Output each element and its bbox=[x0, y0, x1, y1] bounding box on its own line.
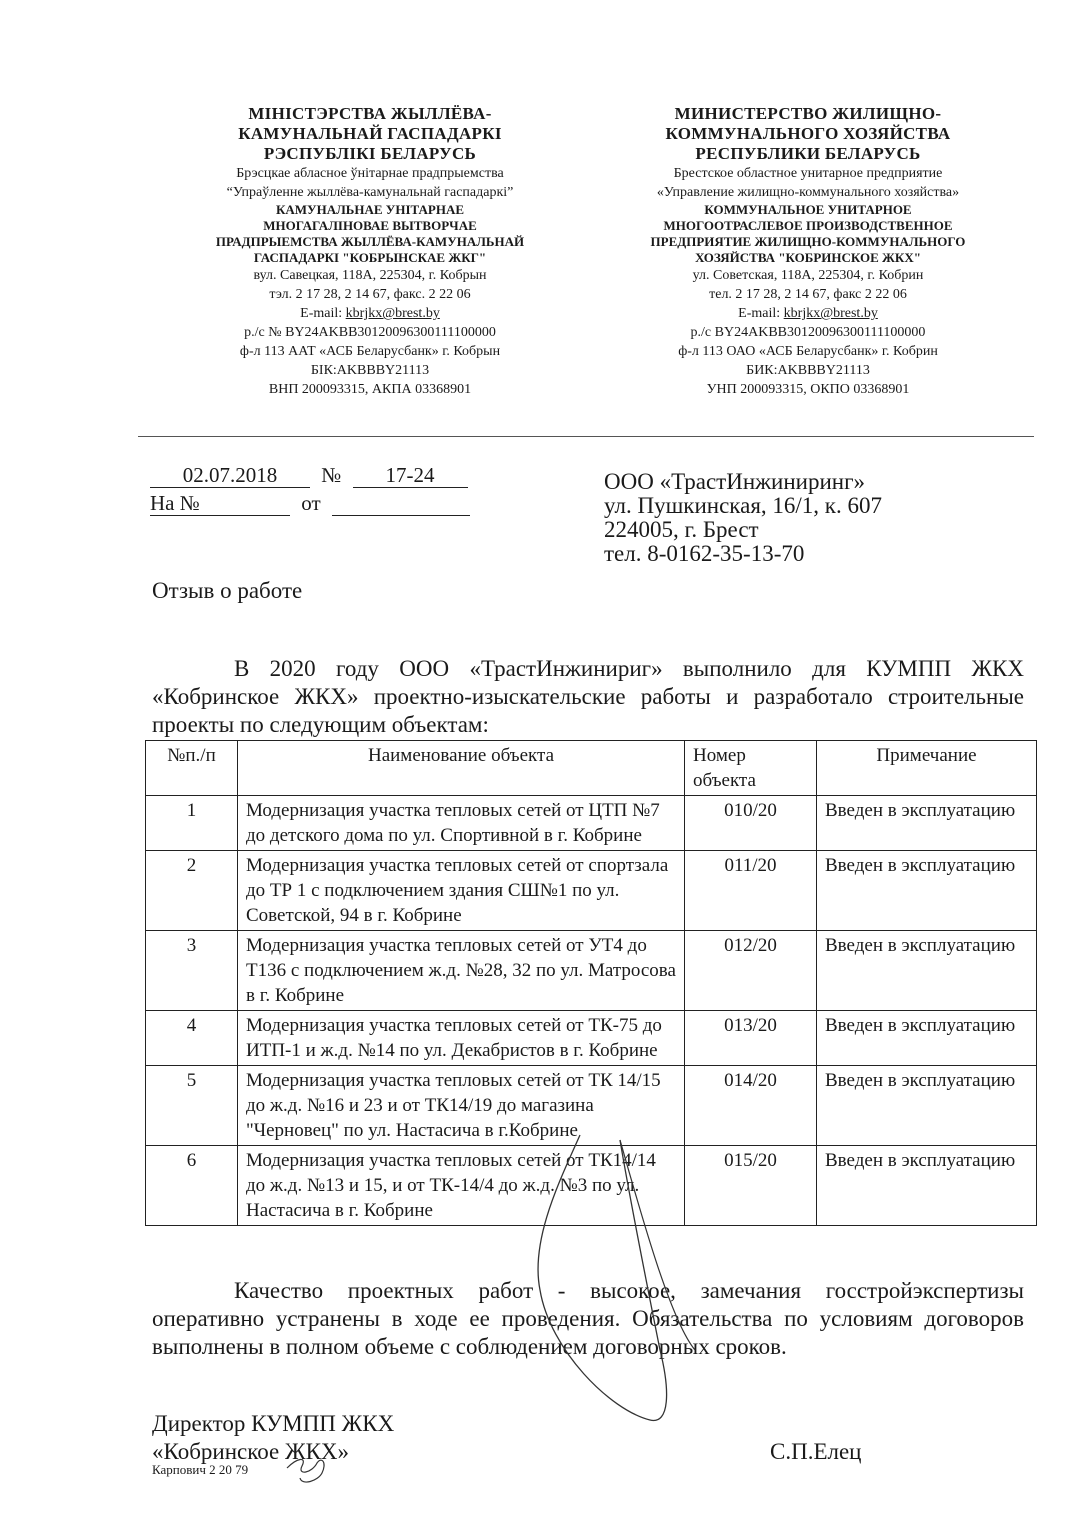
left-ministry-line: РЭСПУБЛІКІ БЕЛАРУСЬ bbox=[263, 144, 477, 163]
row-code: 010/20 bbox=[685, 796, 817, 851]
right-ministry-line: КОММУНАЛЬНОГО ХОЗЯЙСТВА bbox=[665, 124, 951, 143]
row-name: Модернизация участка тепловых сетей от ТК 14/15 до ж.д. №16 и 23 и от ТК14/19 до магазина "Черновец" по ул. Настасича в г.Кобрине bbox=[238, 1066, 685, 1146]
left-email-line bbox=[170, 304, 570, 323]
letter-date: 02.07.2018 bbox=[150, 463, 310, 488]
row-name: Модернизация участка тепловых сетей от ТК14/14 до ж.д. №13 и 15, и от ТК-14/4 до ж.д. №3 по ул. Настасича в г. Кобрине bbox=[238, 1146, 685, 1226]
left-phones: тэл. 2 17 28, 2 14 67, факс. 2 22 06 bbox=[269, 287, 471, 302]
right-account: р./с BY24AKBB30120096300111100000 bbox=[690, 325, 926, 340]
left-ids: ВНП 200093315, АКПА 03368901 bbox=[268, 382, 472, 397]
right-email-label: E-mail: bbox=[738, 306, 784, 321]
left-ministry-line: МІНІСТЭРСТВА ЖЫЛЛЁВА- bbox=[248, 104, 492, 123]
right-phones: тел. 2 17 28, 2 14 67, факс 2 22 06 bbox=[709, 287, 907, 302]
signatory-title-line: Директор КУМПП ЖКХ bbox=[152, 1411, 395, 1436]
left-letterhead bbox=[170, 104, 570, 399]
recipient-line: тел. 8-0162-35-13-70 bbox=[604, 541, 805, 566]
right-enterprise-line: ХОЗЯЙСТВА "КОБРИНСКОЕ ЖКХ" bbox=[695, 250, 921, 265]
table-row bbox=[146, 796, 1037, 851]
row-code: 013/20 bbox=[685, 1011, 817, 1066]
signatory-title bbox=[152, 1410, 394, 1466]
row-name: Модернизация участка тепловых сетей от ЦТП №7 до детского дома по ул. Спортивной в г. Кобрине bbox=[238, 796, 685, 851]
right-bik: БИК:AKBBBY21113 bbox=[746, 363, 870, 378]
right-ministry-line: РЕСПУБЛИКИ БЕЛАРУСЬ bbox=[695, 144, 921, 163]
row-note: Введен в эксплуатацию bbox=[817, 851, 1037, 931]
initials-scribble bbox=[282, 1448, 342, 1488]
row-note: Введен в эксплуатацию bbox=[817, 1011, 1037, 1066]
letter-number: 17-24 bbox=[353, 463, 468, 488]
row-num: 3 bbox=[146, 931, 238, 1011]
left-ministry-line: КАМУНАЛЬНАЙ ГАСПАДАРКІ bbox=[238, 124, 502, 143]
left-address: вул. Савецкая, 118А, 225304, г. Кобрын bbox=[253, 268, 487, 283]
row-code: 011/20 bbox=[685, 851, 817, 931]
left-enterprise-line: МНОГАГАЛІНОВАЕ ВЫТВОРЧАЕ bbox=[263, 218, 477, 233]
row-num: 5 bbox=[146, 1066, 238, 1146]
row-num: 6 bbox=[146, 1146, 238, 1226]
row-note: Введен в эксплуатацию bbox=[817, 1066, 1037, 1146]
intro-paragraph: В 2020 году ООО «ТрастИнжинириг» выполнило для КУМПП ЖКХ «Кобринское ЖКХ» проектно-изыскательские работы и разработало строительные проекты по следующим объектам: bbox=[152, 656, 1024, 737]
row-code: 015/20 bbox=[685, 1146, 817, 1226]
recipient-line: 224005, г. Брест bbox=[604, 517, 759, 542]
from-label: от bbox=[301, 491, 321, 515]
table-row bbox=[146, 851, 1037, 931]
table-header-row bbox=[146, 741, 1037, 796]
left-bik: БІК:AKBBBY21113 bbox=[310, 363, 430, 378]
header-num: №п./п bbox=[146, 741, 238, 796]
table-row bbox=[146, 931, 1037, 1011]
reference-date bbox=[332, 491, 470, 516]
row-num: 2 bbox=[146, 851, 238, 931]
row-name: Модернизация участка тепловых сетей от ТК-75 до ИТП-1 и ж.д. №14 по ул. Декабристов в г. Кобрине bbox=[238, 1011, 685, 1066]
reference-label: На № bbox=[150, 491, 290, 516]
row-num: 4 bbox=[146, 1011, 238, 1066]
row-code: 014/20 bbox=[685, 1066, 817, 1146]
header-name: Наименование объекта bbox=[238, 741, 685, 796]
row-note: Введен в эксплуатацию bbox=[817, 1146, 1037, 1226]
right-ministry-line: МИНИСТЕРСТВО ЖИЛИЩНО- bbox=[674, 104, 942, 123]
executor-note bbox=[152, 1462, 248, 1478]
left-enterprise-line: КАМУНАЛЬНАЕ УНІТАРНАЕ bbox=[275, 202, 465, 217]
table-row bbox=[146, 1011, 1037, 1066]
recipient-line: ул. Пушкинская, 16/1, к. 607 bbox=[604, 493, 882, 518]
left-bank: ф-л 113 ААТ «АСБ Беларусбанк» г. Кобрын bbox=[239, 344, 501, 359]
header-code: Номер объекта bbox=[685, 741, 817, 796]
conclusion-paragraph: Качество проектных работ - высокое, замечания госстройэкспертизы оперативно устранены в ходе ее проведения. Обязательства по условиям договоров выполнены в полном объеме с соблюдением договорных сроков. bbox=[152, 1278, 1024, 1359]
signatory-name: С.П.Елец bbox=[770, 1439, 862, 1464]
right-enterprise-line: ПРЕДПРИЯТИЕ ЖИЛИЩНО-КОММУНАЛЬНОГО bbox=[650, 234, 966, 249]
row-code: 012/20 bbox=[685, 931, 817, 1011]
right-bank: ф-л 113 ОАО «АСБ Беларусбанк» г. Кобрин bbox=[678, 344, 938, 359]
registration-line bbox=[150, 462, 480, 488]
left-email-label: E-mail: bbox=[300, 306, 346, 321]
signatory-title-line: «Кобринское ЖКХ» bbox=[152, 1439, 350, 1464]
signature-scribble bbox=[520, 1120, 720, 1450]
left-account: р./с № BY24AKBB30120096300111100000 bbox=[244, 325, 496, 340]
reference-line bbox=[150, 490, 480, 516]
right-address: ул. Советская, 118А, 225304, г. Кобрин bbox=[692, 268, 924, 283]
left-enterprise-line: ПРАДПРЫЕМСТВА ЖЫЛЛЁВА-КАМУНАЛЬНАЙ bbox=[215, 234, 525, 249]
header-note: Примечание bbox=[817, 741, 1037, 796]
row-name: Модернизация участка тепловых сетей от спортзала до ТР 1 с подключением здания СШ№1 по ул. Советской, 94 в г. Кобрине bbox=[238, 851, 685, 931]
right-enterprise-line: МНОГООТРАСЛЕВОЕ ПРОИЗВОДСТВЕННОЕ bbox=[663, 218, 953, 233]
row-note: Введен в эксплуатацию bbox=[817, 796, 1037, 851]
left-org-line: “Упраўленне жыллёва-камунальнай гаспадаркі” bbox=[226, 185, 514, 200]
recipient-block bbox=[604, 470, 1024, 566]
right-org-line: Брестское областное унитарное предприятие bbox=[673, 166, 943, 181]
subject-line: Отзыв о работе bbox=[152, 578, 303, 603]
header-divider bbox=[138, 436, 1034, 437]
row-num: 1 bbox=[146, 796, 238, 851]
right-enterprise-line: КОММУНАЛЬНОЕ УНИТАРНОЕ bbox=[704, 202, 912, 217]
right-org-line: «Управление жилищно-коммунального хозяйства» bbox=[656, 185, 960, 200]
recipient-line: ООО «ТрастИнжиниринг» bbox=[604, 469, 866, 494]
left-email-link[interactable]: kbrjkx@brest.by bbox=[345, 306, 440, 321]
registration-block bbox=[150, 462, 480, 516]
executor-text: Карпович 2 20 79 bbox=[152, 1462, 249, 1477]
right-ids: УНП 200093315, ОКПО 03368901 bbox=[706, 382, 910, 397]
right-email-link[interactable]: kbrjkx@brest.by bbox=[783, 306, 878, 321]
row-name: Модернизация участка тепловых сетей от УТ4 до Т136 с подключением ж.д. №28, 32 по ул. Матросова в г. Кобрине bbox=[238, 931, 685, 1011]
left-org-line: Брэсцкае абласное ўнітарнае прадпрыемства bbox=[236, 166, 504, 181]
right-letterhead bbox=[608, 104, 1008, 399]
right-email-line bbox=[608, 304, 1008, 323]
row-note: Введен в эксплуатацию bbox=[817, 931, 1037, 1011]
number-label: № bbox=[321, 463, 342, 487]
left-enterprise-line: ГАСПАДАРКІ "КОБРЫНСКАЕ ЖКГ" bbox=[253, 250, 487, 265]
